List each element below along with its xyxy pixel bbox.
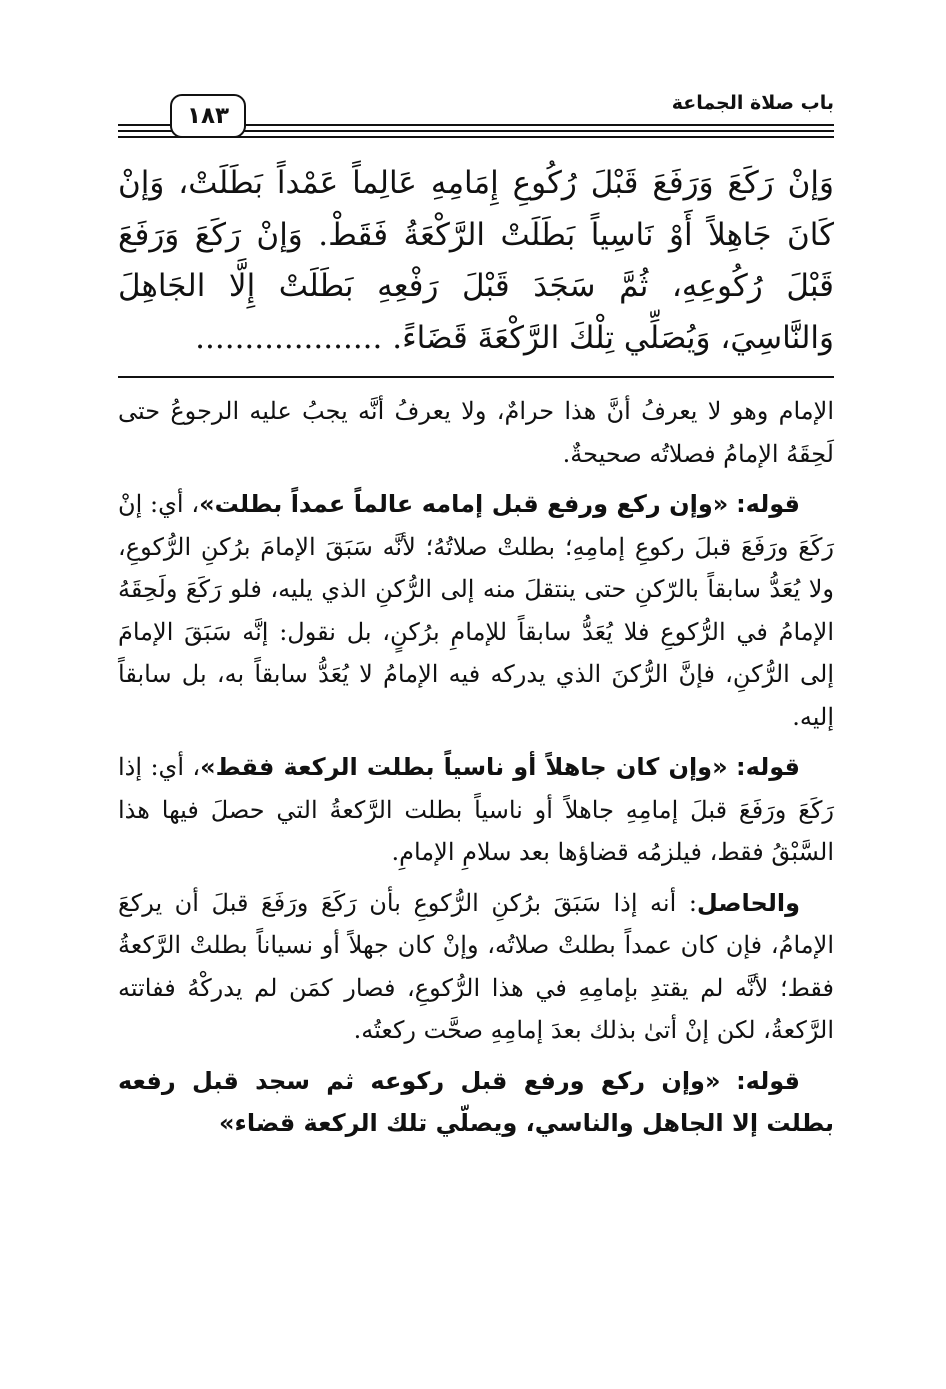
page-header bbox=[118, 88, 834, 148]
matn-quote: «وإن ركع ورفع قبل إمامه عالماً عمداً بطلت» bbox=[199, 490, 729, 518]
summary-label: والحاصل bbox=[696, 888, 800, 917]
commentary-paragraph bbox=[118, 746, 834, 874]
matn-quote: «وإن ركع ورفع قبل ركوعه ثم سجد قبل رفعه بطلت إلا الجاهل والناسي، ويصلّي تلك الركعة قضاء» bbox=[118, 1066, 834, 1137]
page-number: ١٨٣ bbox=[170, 94, 246, 138]
commentary-text: : أنه إذا سَبَقَ برُكنِ الرُّكوعِ بأن رَكَعَ ورَفَعَ قبلَ أن يركعَ الإمامُ، فإن كان عمداً بطلتْ صلاتُه، وإنْ كان جهلاً أو نسياناً بطلتْ الرَّكعةُ فقط؛ لأنَّه لم يقتدِ بإمامِهِ في هذا الرُّكوعِ، فصار كمَن لم يدركْهُ ففاتته الرَّكعةُ، لكن إنْ أتىٰ بذلك بعدَ إمامِهِ صحَّت ركعتُه. bbox=[118, 888, 834, 1044]
commentary-text: الإمام وهو لا يعرفُ أنَّ هذا حرامٌ، ولا يعرفُ أنَّه يجبُ عليه الرجوعُ حتى لَحِقَهُ الإمامُ فصلاتُه صحيحةٌ. bbox=[118, 397, 834, 468]
matn-body: وَإنْ رَكَعَ وَرَفَعَ قَبْلَ رُكُوعِ إِمَامِهِ عَالِماً عَمْداً بَطَلَتْ، وَإنْ كَانَ جَاهِلاً أَوْ نَاسِياً بَطَلَتْ الرَّكْعَةُ فَقَطْ. وَإنْ رَكَعَ وَرَفَعَ قَبْلَ رُكُوعِهِ، ثُمَّ سَجَدَ قَبْلَ رَفْعِهِ بَطَلَتْ إِلَّا الجَاهِلَ وَالنَّاسِيَ، وَيُصَلِّي تِلْكَ الرَّكْعَةَ قَضَاءً. bbox=[118, 165, 834, 356]
chapter-title: باب صلاة الجماعة bbox=[671, 92, 834, 114]
qawluh-label: قوله: bbox=[736, 753, 800, 781]
commentary-text: ، أي: إنْ رَكَعَ ورَفَعَ قبلَ ركوعِ إمامِهِ؛ بطلتْ صلاتُهُ؛ لأنَّه سَبَقَ الإمامَ برُكنِ الرُّكوعِ، ولا يُعَدُّ سابقاً بالرّكنِ حتى ينتقلَ منه إلى الرُّكنِ الذي يليه، فلو رَكَعَ ولَحِقَهُ الإمامُ في الرُّكوعِ فلا يُعَدُّ سابقاً للإمامِ برُكنٍ، بل نقول: إنَّه سَبَقَ الإمامَ إلى الرُّكنِ، فإنَّ الرُّكنَ الذي يدركه فيه الإمامُ لا يُعَدُّ سابقاً به، بل سابقاً إليه. bbox=[118, 490, 834, 731]
commentary-text: ، أي: إذا رَكَعَ ورَفَعَ قبلَ إمامِهِ جاهلاً أو ناسياً بطلت الرَّكعةُ التي حصلَ فيها هذا السَّبْقُ فقط، فيلزمُه قضاؤها بعد سلامِ الإمامِ. bbox=[118, 753, 834, 866]
commentary-paragraph bbox=[118, 1060, 834, 1145]
commentary-paragraph bbox=[118, 483, 834, 738]
matn-text bbox=[118, 158, 834, 364]
matn-dots: ................... bbox=[195, 319, 383, 356]
matn-quote: «وإن كان جاهلاً أو ناسياً بطلت الركعة فقط» bbox=[200, 753, 728, 781]
commentary bbox=[118, 390, 834, 1145]
commentary-paragraph bbox=[118, 882, 834, 1052]
book-page bbox=[118, 88, 834, 1153]
qawluh-label: قوله: bbox=[736, 1066, 800, 1095]
footnote-separator bbox=[118, 376, 834, 378]
commentary-paragraph bbox=[118, 390, 834, 475]
qawluh-label: قوله: bbox=[736, 490, 800, 518]
